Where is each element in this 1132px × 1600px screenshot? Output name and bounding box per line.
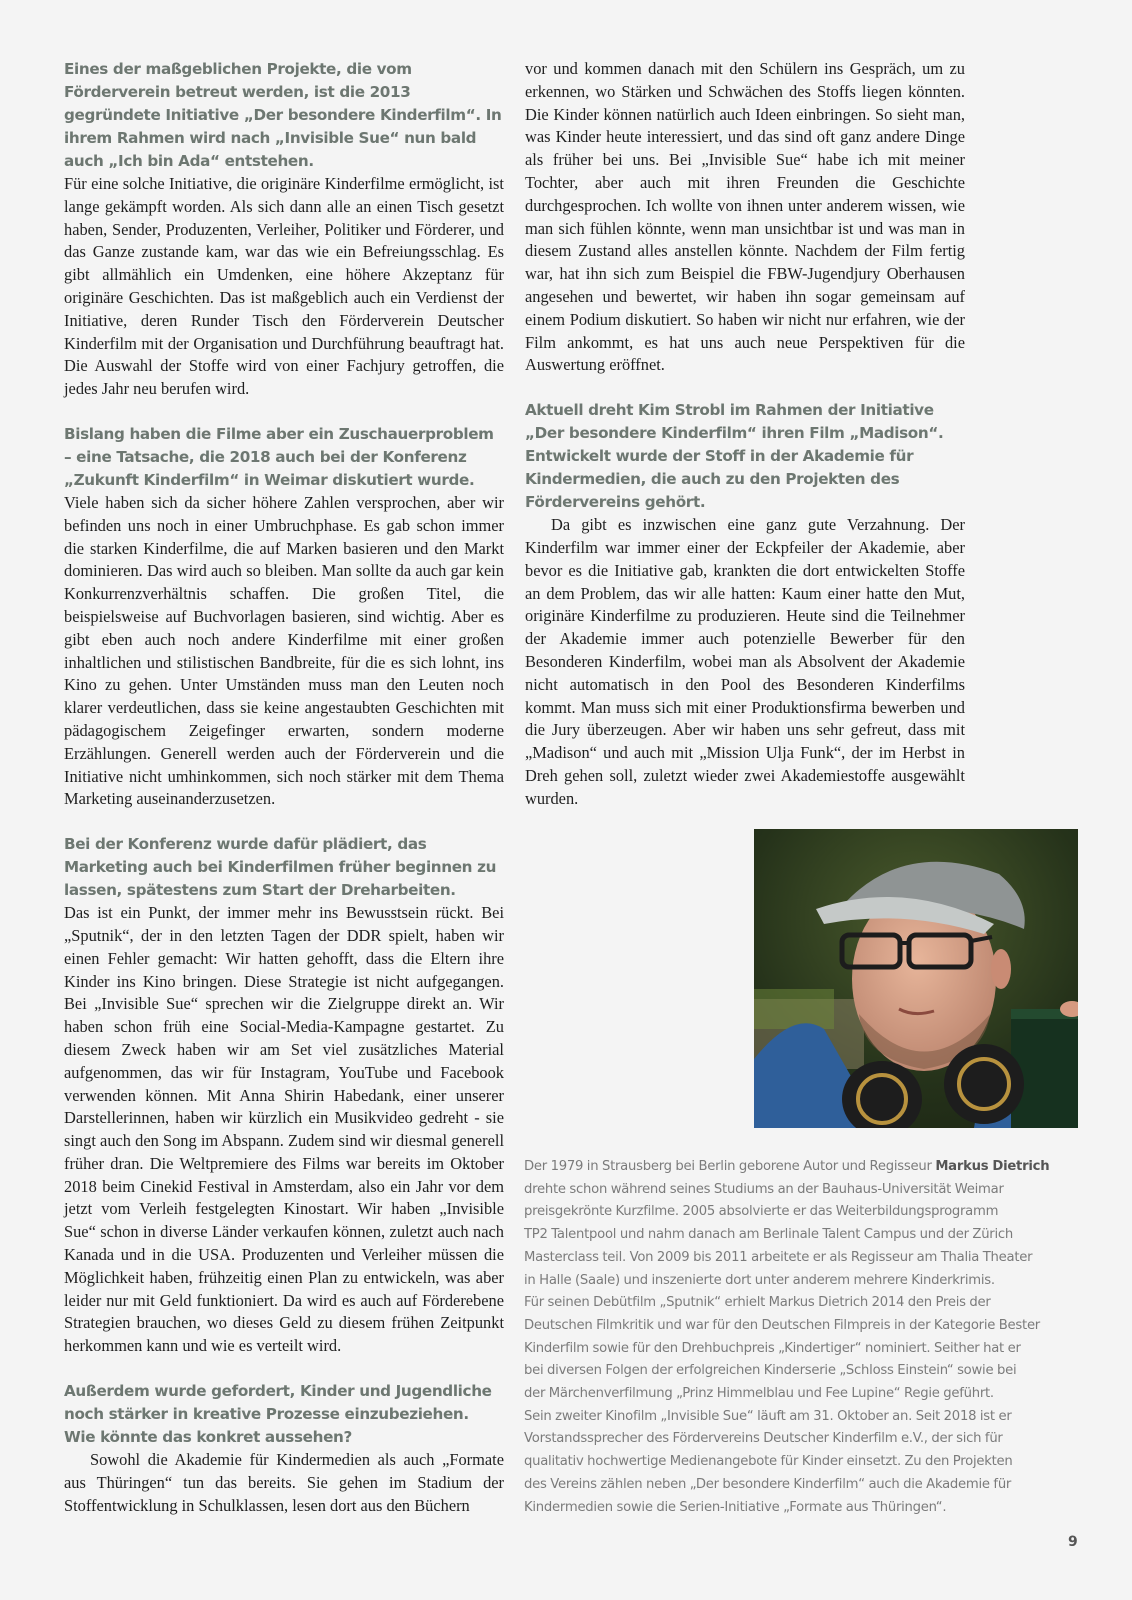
bio-line: TP2 Talentpool und nahm danach am Berlinale Talent Campus und der Zürich: [524, 1227, 1013, 1243]
left-column: [64, 58, 504, 1539]
bio-line: des Vereins zählen neben „Der besondere Kinderfilm“ auch die Akademie für: [524, 1476, 1012, 1492]
interview-section: [64, 833, 504, 1358]
interview-answer: Für eine solche Initiative, die originäre Kinderfilme ermöglicht, ist lange gekämpft worden. Als sich dann alle an einen Tisch gesetzt haben, Sender, Produzenten, Verleiher, Politiker und Förderer, und das Ganze zustande kam, war das wie ein Befreiungsschlag. Es gibt allmählich ein Umdenken, eine höhere Akzeptanz für originäre Geschichten. Das ist maßgeblich auch ein Verdienst der Initiative, deren Runder Tisch den Förderverein Deutscher Kinderfilm mit der Organisation und Durchführung beauftragt hat. Die Auswahl der Stoffe wird von einer Fachjury getroffen, die jedes Jahr neu berufen wird.: [64, 174, 504, 399]
answer-continuation-block: [525, 58, 965, 377]
bio-intro: Der 1979 in Strausberg bei Berlin geborene Autor und Regisseur: [524, 1159, 936, 1174]
bio-line: bei diversen Folgen der erfolgreichen Kinderserie „Schloss Einstein“ sowie bei: [524, 1363, 1017, 1379]
author-name: Markus Dietrich: [935, 1159, 1050, 1174]
bio-line: [524, 1156, 1084, 1179]
interview-question: Außerdem wurde gefordert, Kinder und Jugendliche noch stärker in kreative Prozesse einzubeziehen. Wie könnte das konkret aussehen?: [64, 1382, 492, 1447]
interview-answer: Das ist ein Punkt, der immer mehr ins Bewusstsein rückt. Bei „Sputnik“, der in den letzten Tagen der DDR spielt, haben wir einen Fehler gemacht: Wir hatten gehofft, dass die Eltern ihre Kinder ins Kino bringen. Diese Strategie ist nicht aufgegangen. Bei „Invisible Sue“ sprechen wir die Zielgruppe direkt an. Wir haben schon früh eine Social-Media-Kampagne gestartet. Zu diesem Zweck haben wir am Set viel zusätzliches Material aufgenommen, das wir für Instagram, YouTube und Facebook verwenden können. Mit Anna Shirin Habedank, einer unserer Darstellerinnen, haben wir kürzlich ein Musikvideo gedreht - sie singt auch den Song im Abspann. Zudem sind wir diesmal generell früher dran. Die Weltpremiere des Films war bereits im Oktober 2018 beim Cinekid Festival in Amsterdam, also ein Jahr vor dem jetzt vom Verleih festgelegten Kinostart. Wir haben „Invisible Sue“ schon in diverse Länder verkaufen können, zuletzt auch nach Kanada und in die USA. Produzenten und Verleiher müssen die Möglichkeit haben, frühzeitig einen Plan zu entwickeln, was aber leider nur mit Geld funktioniert. Da wird es auch auf Förderebene Strategien brauchen, wo dieses Geld zu diesem frühen Zeitpunkt herkommen kann und wie es verteilt wird.: [64, 903, 504, 1356]
bio-line: Masterclass teil. Von 2009 bis 2011 arbeitete er als Regisseur am Thalia Theater: [524, 1249, 1033, 1265]
page-number: 9: [1068, 1534, 1078, 1550]
interview-question: Aktuell dreht Kim Strobl im Rahmen der Initiative „Der besondere Kinderfilm“ ihren Film „Madison“. Entwickelt wurde der Stoff in der Akademie für Kindermedien, die auch zu den Projekten des Fördervereins gehört.: [525, 401, 944, 512]
interview-section: [64, 58, 504, 401]
bio-line: Sein zweiter Kinofilm „Invisible Sue“ läuft am 31. Oktober an. Seit 2018 ist er: [524, 1408, 1012, 1424]
bio-line: Kinderfilm sowie für den Drehbuchpreis „Kindertiger“ nominiert. Seither hat er: [524, 1340, 1021, 1356]
bio-line: preisgekrönte Kurzfilme. 2005 absolvierte er das Weiterbildungsprogramm: [524, 1204, 999, 1220]
interview-question: Bei der Konferenz wurde dafür plädiert, das Marketing auch bei Kinderfilmen früher beginnen zu lassen, spätestens zum Start der Dreharbeiten.: [64, 835, 497, 900]
interview-answer: Sowohl die Akademie für Kindermedien als auch „Formate aus Thüringen“ tun das bereits. Sie gehen im Stadium der Stoffentwicklung in Schulklassen, lesen dort aus den Büchern: [64, 1450, 504, 1515]
author-bio: [524, 1156, 1084, 1519]
interview-question: Eines der maßgeblichen Projekte, die vom Förderverein betreut werden, ist die 2013 gegründete Initiative „Der besondere Kinderfilm“. In ihrem Rahmen wird nach „Invisible Sue“ nun bald auch „Ich bin Ada“ entstehen.: [64, 60, 502, 170]
right-column: [525, 58, 965, 833]
interview-question: Bislang haben die Filme aber ein Zuschauerproblem – eine Tatsache, die 2018 auch bei der Konferenz „Zukunft Kinderfilm“ in Weimar diskutiert wurde.: [64, 424, 494, 489]
bio-line: Für seinen Debütfilm „Sputnik“ erhielt Markus Dietrich 2014 den Preis der: [524, 1295, 991, 1311]
bio-line: Vorstandssprecher des Fördervereins Deutscher Kinderfilm e.V., der sich für: [524, 1431, 1003, 1447]
interview-section: [64, 423, 504, 811]
interview-answer: Viele haben sich da sicher höhere Zahlen versprochen, aber wir befinden uns noch in einer Umbruchphase. Es gab schon immer die starken Kinderfilme, die auf Marken basieren und den Markt dominieren. Das wird auch so bleiben. Man sollte da auch gar kein Konkurrenzverhältnis schaffen. Die großen Titel, die beispielsweise auf Buchvorlagen basieren, sind wichtig. Aber es gibt eben auch noch andere Kinderfilme mit einer großen inhaltlichen und stilistischen Bandbreite, für die es sich lohnt, ins Kino zu gehen. Unter Umständen muss man den Leuten noch klarer verdeutlichen, dass sie keine angestaubten Geschichten mit pädagogischem Zeigefinger erwarten, sondern moderne Erzählungen. Generell werden auch der Förderverein und die Initiative nicht umhinkommen, sich noch stärker mit dem Thema Marketing auseinanderzusetzen.: [64, 492, 504, 809]
bio-line: der Märchenverfilmung „Prinz Himmelblau und Fee Lupine“ Regie geführt.: [524, 1386, 994, 1402]
answer-continuation: vor und kommen danach mit den Schülern ins Gespräch, um zu erkennen, wo Stärken und Schwächen des Stoffs liegen könnten. Die Kinder können natürlich auch Ideen einbringen. So sieht man, was Kinder heute interessiert, und das sind oft ganz andere Dinge als früher bei uns. Bei „Invisible Sue“ habe ich mit meiner Tochter, aber auch mit ihren Freunden die Geschichte durchgesprochen. Ich wollte von ihnen unter anderem wissen, wie man sich fühlen könnte, wenn man unsichtbar ist und was man in diesem Zustand alles anstellen könnte. Nachdem der Film fertig war, hat ihn sich zum Beispiel die FBW-Jugendjury Oberhausen angesehen und bewertet, wir haben ihn sogar gemeinsam auf einem Podium diskutiert. So haben wir nicht nur erfahren, wie der Film ankommt, es hat uns auch neue Perspektiven für die Auswertung eröffnet.: [525, 59, 965, 375]
bio-line: in Halle (Saale) und inszenierte dort unter anderem mehrere Kinderkrimis.: [524, 1272, 995, 1288]
bio-line: Deutschen Filmkritik und war für den Deutschen Filmpreis in der Kategorie Bester: [524, 1317, 1040, 1333]
portrait-photo: [754, 829, 1078, 1128]
interview-section: [525, 399, 965, 810]
bio-line: drehte schon während seines Studiums an der Bauhaus-Universität Weimar: [524, 1181, 1004, 1197]
bio-line: qualitativ hochwertige Medienangebote für Kinder einsetzt. Zu den Projekten: [524, 1454, 1013, 1470]
bio-line: Kindermedien sowie die Serien-Initiative „Formate aus Thüringen“.: [524, 1499, 947, 1515]
interview-section: [64, 1380, 504, 1517]
interview-answer: Da gibt es inzwischen eine ganz gute Verzahnung. Der Kinderfilm war immer einer der Eckpfeiler der Akademie, aber bevor es die Initiative gab, krankten die dort entwickelten Stoffe an dem Problem, das wir alle hatten: Kaum einer hatte den Mut, originäre Kinderfilme zu produzieren. Heute sind die Teilnehmer der Akademie immer auch potenzielle Bewerber für den Besonderen Kinderfilm, wobei man als Absolvent der Akademie nicht automatisch in den Pool des Besonderen Kinderfilms kommt. Man muss sich mit einer Produktionsfirma bewerben und die Jury überzeugen. Aber wir haben uns sehr gefreut, dass mit „Madison“ und auch mit „Mission Ulja Funk“, der im Herbst in Dreh gehen soll, zuletzt wieder zwei Akademiestoffe ausgewählt wurden.: [525, 515, 965, 808]
